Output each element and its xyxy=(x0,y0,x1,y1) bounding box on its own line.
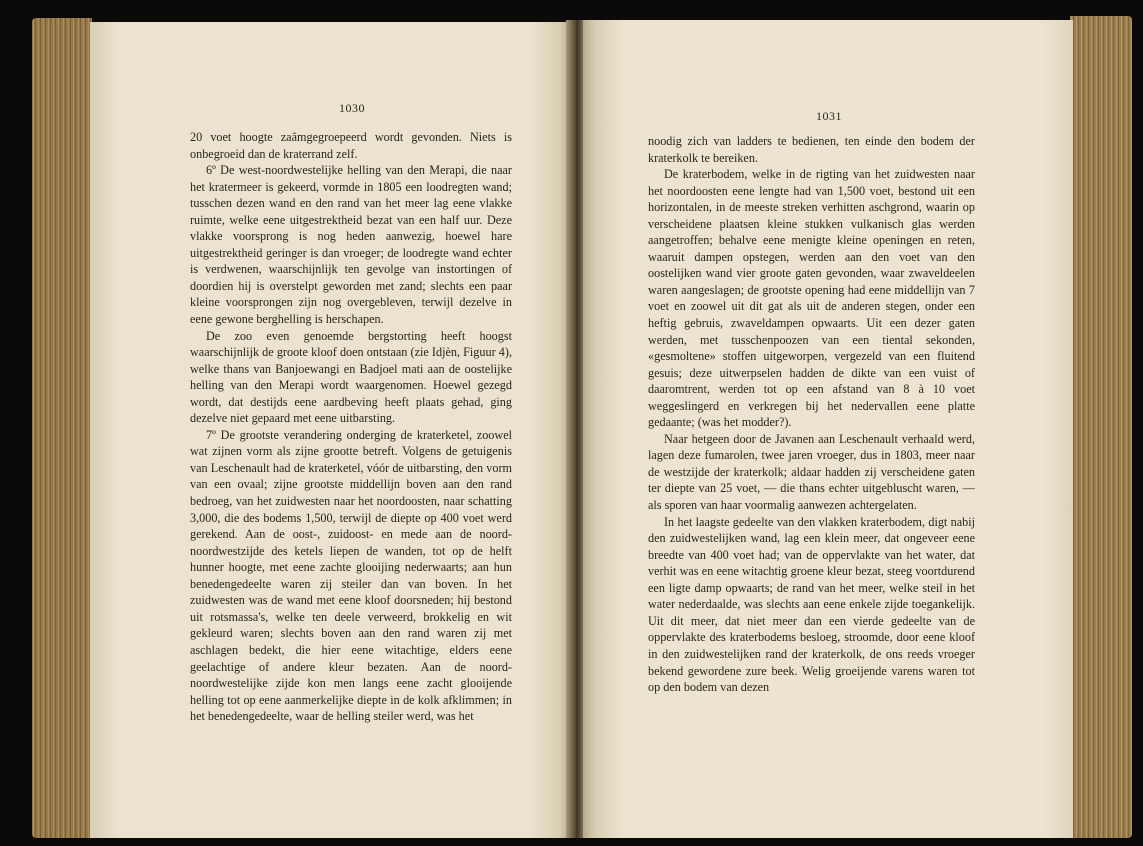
paragraph: 20 voet hoogte zaâmgegroepeerd wordt gevonden. Niets is onbegroeid dan de kraterrand zelf. xyxy=(190,130,512,161)
left-page-edges xyxy=(32,18,92,838)
paragraph: In het laagste gedeelte van den vlakken kraterbodem, digt nabij den zuidwestelijken wand, lag een klein meer, dat ongeveer eene breedte van 400 voet had; van de oppervlakte van het water, dat verhit was en eene witachtig groene kleur bezat, steeg voortdurend een ligte damp opwaarts; de rand van het meer, welke steil in het water nederdaalde, was slechts aan eene enkele zijde toegankelijk. Uit dit meer, dat niet meer dan een vierde gedeelte van de oppervlakte des kraterbodems besloeg, stroomde, door eene kloof in den zuidwestelijken rand der kraterkolk, de ons reeds vroeger bekend gewordene zure beek. Welig groeijende varens waren tot op den bodem van dezen xyxy=(648,514,975,695)
paragraph: 7º De grootste verandering onderging de kraterketel, zoowel wat zijnen vorm als zijne grootte betreft. Volgens de getuigenis van Leschenault had de kraterketel, vóór de uitbarsting, den vorm van een ovaal; zijne grootste middellijn boven aan den rand bedroeg, van het zuidwesten naar het noordoosten, naar schatting 3,000, die des bodems 1,500, terwijl de diepte op 400 voet werd gerekend. Aan de oost-, zuidoost- en mede aan de noord-noordwestzijde des ketels liepen de wanden, tot op de helft hunner hoogte, met eene zachte glooijing nederwaarts; aan hun benedengedeelte waren zij steiler dan van boven. In het zuidwesten was de wand met eene kloof doorsneden; hij bestond uit rotsmassa's, welke ten deele verweerd, brokkelig en wit gekleurd waren; slechts boven aan den rand waren zij met aschlagen bedekt, die hier eene witachtige, elders eene geelachtige of andere kleur bezaten. Aan de noord-noordwestelijke zijde kon men langs eene zacht glooijende helling tot op eene aanmerkelijke diepte in de kolk afklimmen; in het benedengedeelte, waar de helling steiler werd, was het xyxy=(190,427,512,724)
left-page xyxy=(90,22,570,838)
left-page-body xyxy=(190,129,512,725)
right-page-number: 1031 xyxy=(816,109,842,123)
paragraph: De zoo even genoemde bergstorting heeft hoogst waarschijnlijk de groote kloof doen ontstaan (zie Idjèn, Figuur 4), welke thans van Banjoewangi en Badjoel mati aan de oostelijke helling van den Merapi wordt waargenomen. Hoewel gezegd wordt, dat destijds eene aardbeving heeft plaats gehad, ging dezelve niet gepaard met eene uitbarsting. xyxy=(190,328,512,426)
paragraph: Naar hetgeen door de Javanen aan Leschenault verhaald werd, lagen deze fumarolen, twee jaren vroeger, dus in 1803, meer naar de westzijde der kraterkolk; aldaar hadden zij verscheidene gaten ter diepte van 25 voet, — die thans echter uitgebluscht waren, — als sporen van haar voormalig aanwezen achtergelaten. xyxy=(648,431,975,513)
paragraph: noodig zich van ladders te bedienen, ten einde den bodem der kraterkolk te bereiken. xyxy=(648,134,975,165)
paragraph: De kraterbodem, welke in de rigting van het zuidwesten naar het noordoosten eene lengte had van 1,500 voet, bestond uit een horizontalen, in de meeste streken verhitten aschgrond, waarin op verscheidene plaatsen kleine stukken vulkanisch glas werden aangetroffen; behalve eene menigte kleine openingen en reten, waaruit dampen opstegen, werden aan den voet van den oostelijken wand vier groote gaten gevonden, waar zwaveldeelen waren aangeslagen; de grootste opening had eene middellijn van 7 voet en zoowel uit dit gat als uit de anderen stegen, onder een heftig gebruis, zwaveldampen opwaarts. Uit een dezer gaten werden, met tusschenpoozen van een tiental sekonden, «gesmoltene» stoffen uitgeworpen, vergezeld van een fluitend gesuis; deze uitwerpselen hadden de dikte van een vuist of daaromtrent, werden tot op een afstand van 8 à 10 voet weggeslingerd en verkregen bij het nedervallen eene platte gedaante; (was het modder?). xyxy=(648,167,975,430)
paragraph: 6º De west-noordwestelijke helling van den Merapi, die naar het kratermeer is gekeerd, vormde in 1805 een loodregten wand; tusschen dezen wand en den rand van het meer lag eene vlakke ruimte, welke eene uitgestrektheid bezat van een half uur. Deze vlakke voorsprong is nog heden aanwezig, hoewel hare uitgestrektheid geringer is dan vroeger; de loodregte wand echter is verdwenen, waarschijnlijk ten gevolge van instortingen of doordien hij is overstelpt geworden met zand; slechts een paar kleine voorsprongen zijn nog overgebleven, terwijl dezelve in eene gewone berghelling is herschapen. xyxy=(190,163,512,327)
left-page-number: 1030 xyxy=(339,101,365,115)
right-page xyxy=(583,20,1073,838)
right-page-edges xyxy=(1070,16,1132,838)
right-page-body xyxy=(648,133,975,696)
